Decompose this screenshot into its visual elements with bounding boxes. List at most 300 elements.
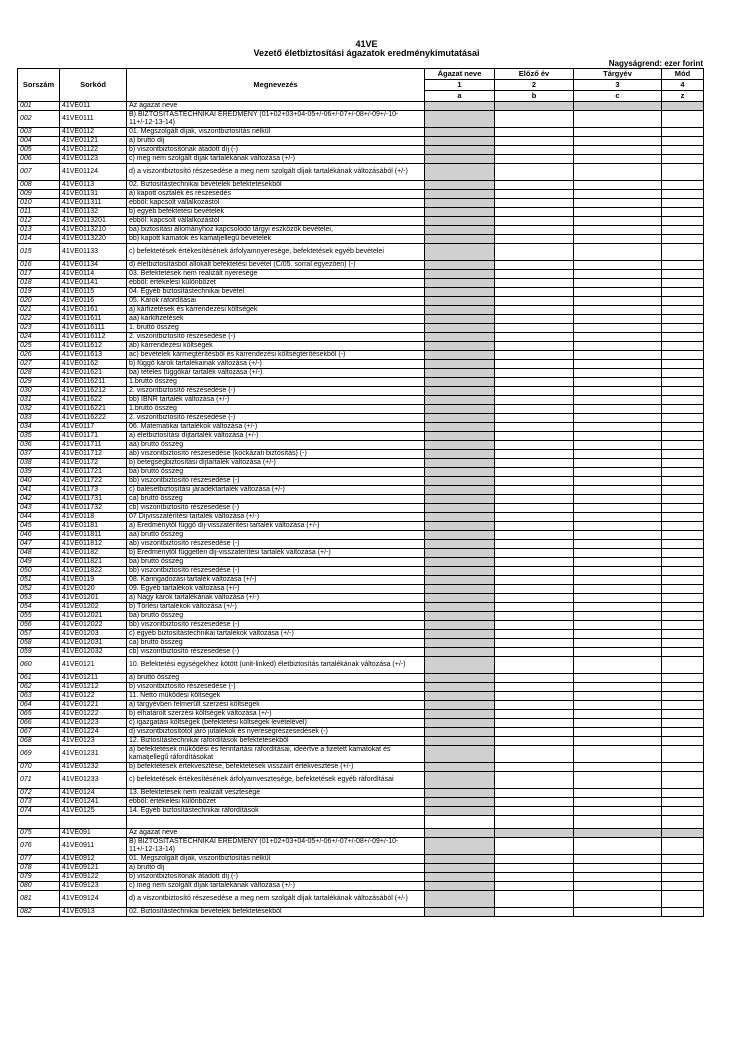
value-cell-targyev[interactable]	[574, 137, 662, 146]
value-cell-agazat[interactable]	[425, 829, 495, 838]
value-cell-mod[interactable]	[662, 279, 704, 288]
value-cell-elozo-ev[interactable]	[495, 648, 574, 657]
value-cell-elozo-ev[interactable]	[495, 181, 574, 190]
value-cell-agazat[interactable]	[425, 594, 495, 603]
value-cell-agazat[interactable]	[425, 746, 495, 763]
value-cell-targyev[interactable]	[574, 199, 662, 208]
value-cell-targyev[interactable]	[574, 360, 662, 369]
value-cell-targyev[interactable]	[574, 450, 662, 459]
value-cell-agazat[interactable]	[425, 855, 495, 864]
value-cell-targyev[interactable]	[574, 297, 662, 306]
value-cell-targyev[interactable]	[574, 217, 662, 226]
value-cell-elozo-ev[interactable]	[495, 164, 574, 181]
value-cell-targyev[interactable]	[574, 882, 662, 891]
value-cell-agazat[interactable]	[425, 728, 495, 737]
value-cell-elozo-ev[interactable]	[495, 701, 574, 710]
value-cell-agazat[interactable]	[425, 297, 495, 306]
value-cell-mod[interactable]	[662, 789, 704, 798]
value-cell-elozo-ev[interactable]	[495, 683, 574, 692]
value-cell-elozo-ev[interactable]	[495, 261, 574, 270]
value-cell-elozo-ev[interactable]	[495, 432, 574, 441]
value-cell-mod[interactable]	[662, 864, 704, 873]
value-cell-agazat[interactable]	[425, 369, 495, 378]
value-cell-elozo-ev[interactable]	[495, 873, 574, 882]
value-cell-targyev[interactable]	[574, 387, 662, 396]
value-cell-mod[interactable]	[662, 513, 704, 522]
value-cell-targyev[interactable]	[574, 190, 662, 199]
value-cell-targyev[interactable]	[574, 111, 662, 128]
value-cell-targyev[interactable]	[574, 737, 662, 746]
value-cell-agazat[interactable]	[425, 190, 495, 199]
value-cell-agazat[interactable]	[425, 585, 495, 594]
value-cell-agazat[interactable]	[425, 155, 495, 164]
value-cell-agazat[interactable]	[425, 244, 495, 261]
value-cell-targyev[interactable]	[574, 621, 662, 630]
value-cell-elozo-ev[interactable]	[495, 270, 574, 279]
value-cell-agazat[interactable]	[425, 648, 495, 657]
value-cell-mod[interactable]	[662, 648, 704, 657]
value-cell-agazat[interactable]	[425, 567, 495, 576]
value-cell-targyev[interactable]	[574, 630, 662, 639]
value-cell-mod[interactable]	[662, 540, 704, 549]
value-cell-mod[interactable]	[662, 217, 704, 226]
value-cell-mod[interactable]	[662, 772, 704, 789]
value-cell-elozo-ev[interactable]	[495, 692, 574, 701]
value-cell-mod[interactable]	[662, 378, 704, 387]
value-cell-agazat[interactable]	[425, 235, 495, 244]
value-cell-targyev[interactable]	[574, 522, 662, 531]
value-cell-agazat[interactable]	[425, 226, 495, 235]
value-cell-targyev[interactable]	[574, 648, 662, 657]
value-cell-agazat[interactable]	[425, 360, 495, 369]
value-cell-agazat[interactable]	[425, 513, 495, 522]
value-cell-targyev[interactable]	[574, 798, 662, 807]
value-cell-targyev[interactable]	[574, 369, 662, 378]
value-cell-agazat[interactable]	[425, 630, 495, 639]
value-cell-elozo-ev[interactable]	[495, 891, 574, 908]
value-cell-agazat[interactable]	[425, 199, 495, 208]
value-cell-targyev[interactable]	[574, 396, 662, 405]
value-cell-mod[interactable]	[662, 261, 704, 270]
value-cell-targyev[interactable]	[574, 657, 662, 674]
value-cell-agazat[interactable]	[425, 838, 495, 855]
value-cell-agazat[interactable]	[425, 683, 495, 692]
value-cell-mod[interactable]	[662, 432, 704, 441]
value-cell-targyev[interactable]	[574, 181, 662, 190]
value-cell-mod[interactable]	[662, 342, 704, 351]
value-cell-mod[interactable]	[662, 396, 704, 405]
value-cell-elozo-ev[interactable]	[495, 639, 574, 648]
value-cell-elozo-ev[interactable]	[495, 111, 574, 128]
value-cell-targyev[interactable]	[574, 891, 662, 908]
value-cell-elozo-ev[interactable]	[495, 576, 574, 585]
value-cell-elozo-ev[interactable]	[495, 807, 574, 816]
value-cell-elozo-ev[interactable]	[495, 477, 574, 486]
value-cell-targyev[interactable]	[574, 226, 662, 235]
value-cell-agazat[interactable]	[425, 701, 495, 710]
value-cell-mod[interactable]	[662, 701, 704, 710]
value-cell-mod[interactable]	[662, 146, 704, 155]
value-cell-mod[interactable]	[662, 594, 704, 603]
value-cell-mod[interactable]	[662, 621, 704, 630]
value-cell-agazat[interactable]	[425, 576, 495, 585]
value-cell-agazat[interactable]	[425, 351, 495, 360]
value-cell-targyev[interactable]	[574, 603, 662, 612]
value-cell-agazat[interactable]	[425, 459, 495, 468]
value-cell-elozo-ev[interactable]	[495, 315, 574, 324]
value-cell-elozo-ev[interactable]	[495, 612, 574, 621]
value-cell-elozo-ev[interactable]	[495, 513, 574, 522]
value-cell-agazat[interactable]	[425, 692, 495, 701]
value-cell-elozo-ev[interactable]	[495, 855, 574, 864]
value-cell-targyev[interactable]	[574, 838, 662, 855]
value-cell-agazat[interactable]	[425, 450, 495, 459]
value-cell-agazat[interactable]	[425, 864, 495, 873]
value-cell-elozo-ev[interactable]	[495, 342, 574, 351]
value-cell-mod[interactable]	[662, 459, 704, 468]
value-cell-agazat[interactable]	[425, 891, 495, 908]
value-cell-targyev[interactable]	[574, 423, 662, 432]
value-cell-agazat[interactable]	[425, 504, 495, 513]
value-cell-targyev[interactable]	[574, 324, 662, 333]
value-cell-targyev[interactable]	[574, 468, 662, 477]
value-cell-elozo-ev[interactable]	[495, 235, 574, 244]
value-cell-mod[interactable]	[662, 324, 704, 333]
value-cell-mod[interactable]	[662, 504, 704, 513]
value-cell-elozo-ev[interactable]	[495, 504, 574, 513]
value-cell-mod[interactable]	[662, 576, 704, 585]
value-cell-agazat[interactable]	[425, 882, 495, 891]
value-cell-elozo-ev[interactable]	[495, 486, 574, 495]
value-cell-mod[interactable]	[662, 603, 704, 612]
value-cell-elozo-ev[interactable]	[495, 333, 574, 342]
value-cell-targyev[interactable]	[574, 728, 662, 737]
value-cell-agazat[interactable]	[425, 324, 495, 333]
value-cell-elozo-ev[interactable]	[495, 244, 574, 261]
value-cell-mod[interactable]	[662, 351, 704, 360]
value-cell-agazat[interactable]	[425, 737, 495, 746]
value-cell-agazat[interactable]	[425, 396, 495, 405]
value-cell-elozo-ev[interactable]	[495, 369, 574, 378]
value-cell-agazat[interactable]	[425, 719, 495, 728]
value-cell-agazat[interactable]	[425, 405, 495, 414]
value-cell-targyev[interactable]	[574, 128, 662, 137]
value-cell-agazat[interactable]	[425, 441, 495, 450]
value-cell-targyev[interactable]	[574, 208, 662, 217]
value-cell-mod[interactable]	[662, 199, 704, 208]
value-cell-mod[interactable]	[662, 495, 704, 504]
value-cell-agazat[interactable]	[425, 558, 495, 567]
value-cell-elozo-ev[interactable]	[495, 829, 574, 838]
value-cell-targyev[interactable]	[574, 513, 662, 522]
value-cell-agazat[interactable]	[425, 261, 495, 270]
value-cell-elozo-ev[interactable]	[495, 279, 574, 288]
value-cell-elozo-ev[interactable]	[495, 360, 574, 369]
value-cell-elozo-ev[interactable]	[495, 621, 574, 630]
value-cell-elozo-ev[interactable]	[495, 190, 574, 199]
value-cell-targyev[interactable]	[574, 414, 662, 423]
value-cell-mod[interactable]	[662, 763, 704, 772]
value-cell-mod[interactable]	[662, 838, 704, 855]
value-cell-targyev[interactable]	[574, 908, 662, 917]
value-cell-agazat[interactable]	[425, 807, 495, 816]
value-cell-elozo-ev[interactable]	[495, 798, 574, 807]
value-cell-elozo-ev[interactable]	[495, 199, 574, 208]
value-cell-elozo-ev[interactable]	[495, 763, 574, 772]
value-cell-agazat[interactable]	[425, 522, 495, 531]
value-cell-mod[interactable]	[662, 244, 704, 261]
value-cell-elozo-ev[interactable]	[495, 459, 574, 468]
value-cell-targyev[interactable]	[574, 807, 662, 816]
value-cell-agazat[interactable]	[425, 772, 495, 789]
value-cell-targyev[interactable]	[574, 261, 662, 270]
value-cell-targyev[interactable]	[574, 486, 662, 495]
value-cell-elozo-ev[interactable]	[495, 423, 574, 432]
value-cell-targyev[interactable]	[574, 558, 662, 567]
value-cell-targyev[interactable]	[574, 864, 662, 873]
value-cell-targyev[interactable]	[574, 378, 662, 387]
value-cell-elozo-ev[interactable]	[495, 146, 574, 155]
value-cell-targyev[interactable]	[574, 288, 662, 297]
value-cell-elozo-ev[interactable]	[495, 387, 574, 396]
value-cell-targyev[interactable]	[574, 855, 662, 864]
value-cell-targyev[interactable]	[574, 701, 662, 710]
value-cell-elozo-ev[interactable]	[495, 351, 574, 360]
value-cell-elozo-ev[interactable]	[495, 594, 574, 603]
value-cell-agazat[interactable]	[425, 612, 495, 621]
value-cell-targyev[interactable]	[574, 146, 662, 155]
value-cell-targyev[interactable]	[574, 746, 662, 763]
value-cell-mod[interactable]	[662, 908, 704, 917]
value-cell-targyev[interactable]	[574, 164, 662, 181]
value-cell-targyev[interactable]	[574, 432, 662, 441]
value-cell-elozo-ev[interactable]	[495, 549, 574, 558]
value-cell-agazat[interactable]	[425, 146, 495, 155]
value-cell-targyev[interactable]	[574, 459, 662, 468]
value-cell-mod[interactable]	[662, 891, 704, 908]
value-cell-mod[interactable]	[662, 468, 704, 477]
value-cell-mod[interactable]	[662, 522, 704, 531]
value-cell-mod[interactable]	[662, 746, 704, 763]
value-cell-agazat[interactable]	[425, 137, 495, 146]
value-cell-targyev[interactable]	[574, 567, 662, 576]
value-cell-elozo-ev[interactable]	[495, 128, 574, 137]
value-cell-targyev[interactable]	[574, 772, 662, 789]
value-cell-agazat[interactable]	[425, 128, 495, 137]
value-cell-agazat[interactable]	[425, 657, 495, 674]
value-cell-elozo-ev[interactable]	[495, 522, 574, 531]
value-cell-elozo-ev[interactable]	[495, 630, 574, 639]
value-cell-agazat[interactable]	[425, 873, 495, 882]
value-cell-elozo-ev[interactable]	[495, 719, 574, 728]
value-cell-targyev[interactable]	[574, 674, 662, 683]
value-cell-targyev[interactable]	[574, 692, 662, 701]
value-cell-mod[interactable]	[662, 674, 704, 683]
value-cell-elozo-ev[interactable]	[495, 414, 574, 423]
value-cell-targyev[interactable]	[574, 495, 662, 504]
value-cell-elozo-ev[interactable]	[495, 710, 574, 719]
value-cell-agazat[interactable]	[425, 279, 495, 288]
value-cell-targyev[interactable]	[574, 441, 662, 450]
value-cell-elozo-ev[interactable]	[495, 137, 574, 146]
value-cell-mod[interactable]	[662, 297, 704, 306]
value-cell-mod[interactable]	[662, 486, 704, 495]
value-cell-targyev[interactable]	[574, 477, 662, 486]
value-cell-agazat[interactable]	[425, 111, 495, 128]
value-cell-mod[interactable]	[662, 181, 704, 190]
value-cell-agazat[interactable]	[425, 208, 495, 217]
value-cell-agazat[interactable]	[425, 217, 495, 226]
value-cell-mod[interactable]	[662, 450, 704, 459]
value-cell-elozo-ev[interactable]	[495, 396, 574, 405]
value-cell-elozo-ev[interactable]	[495, 441, 574, 450]
value-cell-targyev[interactable]	[574, 789, 662, 798]
value-cell-targyev[interactable]	[574, 244, 662, 261]
value-cell-agazat[interactable]	[425, 423, 495, 432]
value-cell-mod[interactable]	[662, 882, 704, 891]
value-cell-elozo-ev[interactable]	[495, 217, 574, 226]
value-cell-targyev[interactable]	[574, 351, 662, 360]
value-cell-mod[interactable]	[662, 719, 704, 728]
value-cell-elozo-ev[interactable]	[495, 674, 574, 683]
value-cell-mod[interactable]	[662, 585, 704, 594]
value-cell-elozo-ev[interactable]	[495, 657, 574, 674]
value-cell-elozo-ev[interactable]	[495, 297, 574, 306]
value-cell-mod[interactable]	[662, 423, 704, 432]
value-cell-agazat[interactable]	[425, 102, 495, 111]
value-cell-agazat[interactable]	[425, 432, 495, 441]
value-cell-mod[interactable]	[662, 798, 704, 807]
value-cell-mod[interactable]	[662, 710, 704, 719]
value-cell-elozo-ev[interactable]	[495, 864, 574, 873]
value-cell-mod[interactable]	[662, 728, 704, 737]
value-cell-elozo-ev[interactable]	[495, 882, 574, 891]
value-cell-agazat[interactable]	[425, 181, 495, 190]
value-cell-mod[interactable]	[662, 807, 704, 816]
value-cell-agazat[interactable]	[425, 531, 495, 540]
value-cell-agazat[interactable]	[425, 270, 495, 279]
value-cell-agazat[interactable]	[425, 477, 495, 486]
value-cell-mod[interactable]	[662, 737, 704, 746]
value-cell-agazat[interactable]	[425, 387, 495, 396]
value-cell-targyev[interactable]	[574, 540, 662, 549]
value-cell-targyev[interactable]	[574, 306, 662, 315]
value-cell-agazat[interactable]	[425, 315, 495, 324]
value-cell-targyev[interactable]	[574, 315, 662, 324]
value-cell-elozo-ev[interactable]	[495, 772, 574, 789]
value-cell-targyev[interactable]	[574, 829, 662, 838]
value-cell-elozo-ev[interactable]	[495, 468, 574, 477]
value-cell-agazat[interactable]	[425, 603, 495, 612]
value-cell-agazat[interactable]	[425, 306, 495, 315]
value-cell-targyev[interactable]	[574, 639, 662, 648]
value-cell-mod[interactable]	[662, 226, 704, 235]
value-cell-targyev[interactable]	[574, 279, 662, 288]
value-cell-targyev[interactable]	[574, 576, 662, 585]
value-cell-agazat[interactable]	[425, 798, 495, 807]
value-cell-mod[interactable]	[662, 829, 704, 838]
value-cell-agazat[interactable]	[425, 164, 495, 181]
value-cell-elozo-ev[interactable]	[495, 737, 574, 746]
value-cell-targyev[interactable]	[574, 585, 662, 594]
value-cell-mod[interactable]	[662, 369, 704, 378]
value-cell-agazat[interactable]	[425, 674, 495, 683]
value-cell-mod[interactable]	[662, 549, 704, 558]
value-cell-mod[interactable]	[662, 288, 704, 297]
value-cell-elozo-ev[interactable]	[495, 540, 574, 549]
value-cell-mod[interactable]	[662, 441, 704, 450]
value-cell-mod[interactable]	[662, 855, 704, 864]
value-cell-agazat[interactable]	[425, 639, 495, 648]
value-cell-mod[interactable]	[662, 657, 704, 674]
value-cell-mod[interactable]	[662, 190, 704, 199]
value-cell-elozo-ev[interactable]	[495, 450, 574, 459]
value-cell-elozo-ev[interactable]	[495, 102, 574, 111]
value-cell-elozo-ev[interactable]	[495, 495, 574, 504]
value-cell-mod[interactable]	[662, 683, 704, 692]
value-cell-agazat[interactable]	[425, 710, 495, 719]
value-cell-mod[interactable]	[662, 477, 704, 486]
value-cell-agazat[interactable]	[425, 486, 495, 495]
value-cell-agazat[interactable]	[425, 763, 495, 772]
value-cell-targyev[interactable]	[574, 270, 662, 279]
value-cell-elozo-ev[interactable]	[495, 155, 574, 164]
value-cell-targyev[interactable]	[574, 594, 662, 603]
value-cell-mod[interactable]	[662, 692, 704, 701]
value-cell-targyev[interactable]	[574, 235, 662, 244]
value-cell-mod[interactable]	[662, 333, 704, 342]
value-cell-targyev[interactable]	[574, 873, 662, 882]
value-cell-mod[interactable]	[662, 630, 704, 639]
value-cell-agazat[interactable]	[425, 621, 495, 630]
value-cell-elozo-ev[interactable]	[495, 838, 574, 855]
value-cell-elozo-ev[interactable]	[495, 908, 574, 917]
value-cell-mod[interactable]	[662, 360, 704, 369]
value-cell-mod[interactable]	[662, 531, 704, 540]
value-cell-agazat[interactable]	[425, 495, 495, 504]
value-cell-targyev[interactable]	[574, 155, 662, 164]
value-cell-targyev[interactable]	[574, 342, 662, 351]
value-cell-elozo-ev[interactable]	[495, 306, 574, 315]
value-cell-targyev[interactable]	[574, 710, 662, 719]
value-cell-mod[interactable]	[662, 639, 704, 648]
value-cell-mod[interactable]	[662, 315, 704, 324]
value-cell-elozo-ev[interactable]	[495, 728, 574, 737]
value-cell-mod[interactable]	[662, 387, 704, 396]
value-cell-elozo-ev[interactable]	[495, 746, 574, 763]
value-cell-elozo-ev[interactable]	[495, 324, 574, 333]
value-cell-elozo-ev[interactable]	[495, 288, 574, 297]
value-cell-targyev[interactable]	[574, 333, 662, 342]
value-cell-targyev[interactable]	[574, 683, 662, 692]
value-cell-targyev[interactable]	[574, 504, 662, 513]
value-cell-elozo-ev[interactable]	[495, 567, 574, 576]
value-cell-targyev[interactable]	[574, 531, 662, 540]
value-cell-mod[interactable]	[662, 102, 704, 111]
value-cell-targyev[interactable]	[574, 549, 662, 558]
value-cell-elozo-ev[interactable]	[495, 531, 574, 540]
value-cell-agazat[interactable]	[425, 342, 495, 351]
value-cell-mod[interactable]	[662, 137, 704, 146]
value-cell-mod[interactable]	[662, 612, 704, 621]
value-cell-mod[interactable]	[662, 414, 704, 423]
value-cell-targyev[interactable]	[574, 763, 662, 772]
value-cell-elozo-ev[interactable]	[495, 558, 574, 567]
value-cell-elozo-ev[interactable]	[495, 208, 574, 217]
value-cell-mod[interactable]	[662, 558, 704, 567]
value-cell-agazat[interactable]	[425, 468, 495, 477]
value-cell-agazat[interactable]	[425, 540, 495, 549]
